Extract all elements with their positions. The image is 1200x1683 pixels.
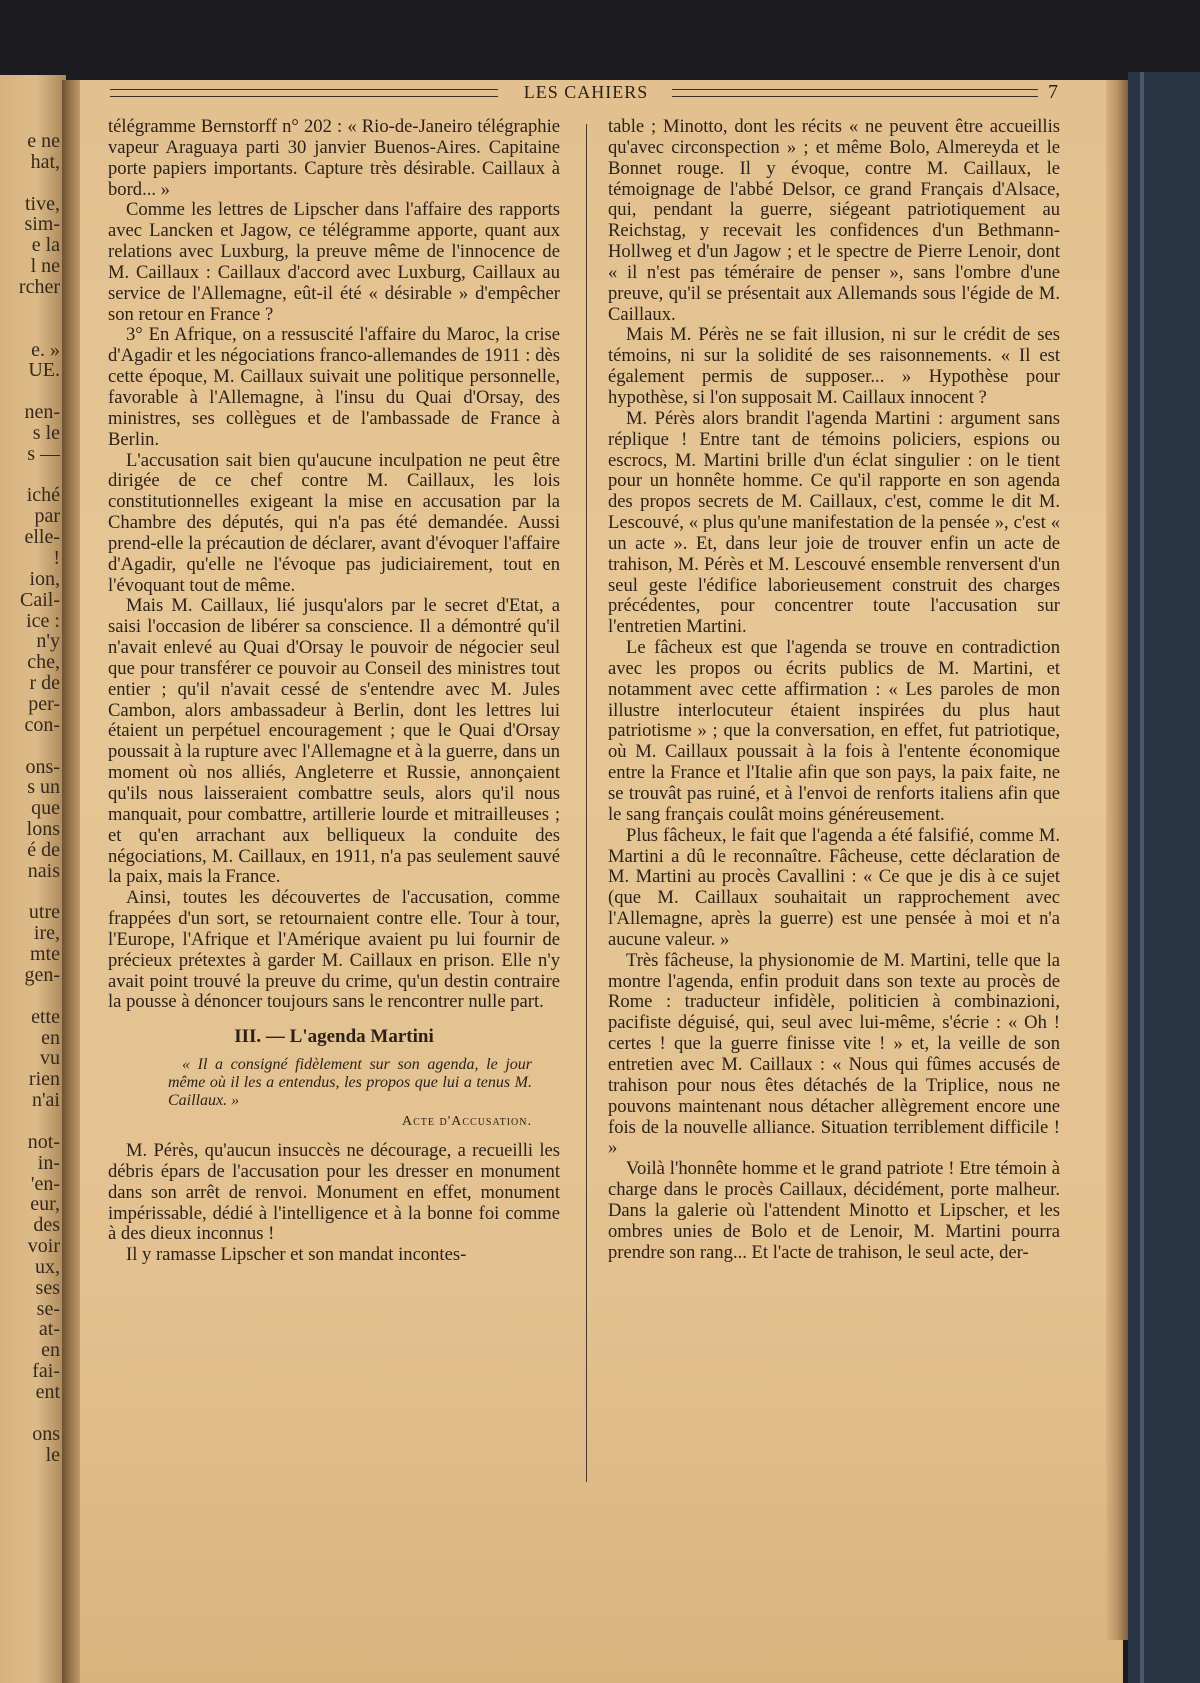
- paragraph: Le fâcheux est que l'agenda se trouve en contradiction avec les propos ou écrits publics de M. Martini, et notamment avec cette affirmation : « Les paroles de mon illustre interlocuteur étaient inspirées du plus haut patriotisme » ; que la conversation, en effet, fut patriotique, où M. Caillaux poussait à la fois à l'entente économique entre la France et l'Italie afin que son pays, la paix faite, ne se trouvât pas ruiné, et à l'envoi de renforts italiens afin que le sang français coulât moins généreusement.: [608, 637, 1060, 825]
- facing-page-text-fragment: tive,: [25, 192, 60, 215]
- book-cover-edge: [1128, 72, 1200, 1683]
- facing-page-text-fragment: s —: [27, 442, 60, 465]
- running-header: [100, 82, 1062, 106]
- page-number: 7: [1048, 81, 1058, 103]
- facing-page-text-fragment: in-: [37, 1151, 60, 1174]
- paragraph: Très fâcheuse, la physionomie de M. Martini, telle que la montre l'agenda, enfin produit dans son texte au procès de Rome : traducteur infidèle, politicien à combinazioni, pacifiste déguisé, qui, seul avec lui-même, s'écrie : « Oh ! certes ! que la guerre finisse vite ! » et, la veille de son entretien avec M. Caillaux : « Nous qui fûmes accusés de trahison pour nous êtes détachés de la Triplice, nous ne pouvons maintenant nous détacher allègrement encore une fois de la nouvelle alliance. Situation terriblement difficile ! »: [608, 949, 1060, 1159]
- facing-page-text-fragment: nen-: [24, 401, 60, 424]
- facing-page-text-fragment: le: [45, 1443, 60, 1466]
- paragraph: Mais M. Caillaux, lié jusqu'alors par le secret d'Etat, a saisi l'occasion de libérer sa conscience. Il a démontré qu'il n'avait enlevé au Quai d'Orsay le pouvoir de négocier seul que pour transférer ce pouvoir au Conseil des ministres tout entier ; qu'il n'avait cessé de s'entendre avec M. Jules Cambon, alors ambassadeur à Berlin, dont les lettres lui étaient un perpétuel encouragement ; que le Quai d'Orsay poussait à la rupture avec l'Allemagne et à la guerre, dans un moment où nos alliés, Angleterre et Russie, annonçaient qu'ils nous laisseraient combattre seuls, alors qu'il nous manquait, pour combattre, artillerie lourde et mitrailleuses ; et qu'en arrachant aux belliqueux la conduite des négociations, M. Caillaux, en 1911, n'a pas seulement sauvé la paix, mais la France.: [108, 595, 560, 888]
- facing-page-text-fragment: n'ai: [31, 1089, 60, 1112]
- header-rule-left: [110, 89, 498, 97]
- paragraph: Comme les lettres de Lipscher dans l'affaire des rapports avec Lancken et Jagow, ce télégramme apporte, quant aux relations avec Luxburg, la preuve même de l'innocence de M. Caillaux : Caillaux d'accord avec Luxburg, Caillaux au service de l'Allemagne, eût-il été « désirable » d'empêcher son retour en France ?: [108, 199, 560, 325]
- paragraph: L'accusation sait bien qu'aucune inculpation ne peut être dirigée de ce chef contre M. Caillaux, les lois constitutionnelles exigeant la mise en accusation par la Chambre des députés, qui n'a pas été demandée. Aussi prend-elle la précaution de déclarer, avant d'évoquer l'affaire d'Agadir, qu'elle ne l'évoque pas judiciairement, tout en l'évoquant tout de même.: [108, 449, 560, 596]
- facing-page-text-fragment: s un: [27, 776, 60, 799]
- facing-page-text-fragment: que: [31, 797, 60, 820]
- facing-page-text-fragment: des: [33, 1214, 60, 1237]
- facing-page-text-fragment: en: [41, 1339, 60, 1362]
- facing-page-text-fragment: l ne: [30, 255, 60, 278]
- facing-page-text-fragment: vu: [40, 1047, 60, 1070]
- facing-page-text-fragment: s le: [32, 421, 60, 444]
- facing-page-text-fragment: ice :: [26, 609, 60, 632]
- book-cover-rim: [1140, 72, 1144, 1683]
- facing-page-edge: [0, 75, 66, 1683]
- facing-page-text-fragment: che,: [27, 651, 60, 674]
- facing-page-text-fragment: ons-: [25, 755, 60, 778]
- facing-page-text-fragment: ons: [32, 1422, 60, 1445]
- facing-page-text-fragment: per-: [28, 692, 60, 715]
- paragraph: M. Pérès alors brandit l'agenda Martini : argument sans réplique ! Entre tant de témoins policiers, espions ou escrocs, M. Martini brille d'un éclat singulier : on le tient pour un honnête homme. Ce qu'il rapporte en son agenda des propos secrets de M. Caillaux, c'est, comme le dit M. Lescouvé, « plus qu'une manifestation de la pensée », c'est « un acte ». Et, dans leur joie de trouver enfin un acte de trahison, M. Pérès et M. Lescouvé ensemble renversent d'un seul geste l'édifice laborieusement construit des charges précédentes, pour concentrer toute l'accusation sur l'entretien Martini.: [608, 407, 1060, 638]
- facing-page-text-fragment: r de: [29, 672, 60, 695]
- running-head-title: LES CAHIERS: [523, 82, 649, 102]
- paragraph: Il y ramasse Lipscher et son mandat incontes-: [126, 1244, 467, 1266]
- facing-page-text-fragment: Cail-: [20, 588, 60, 611]
- facing-page-text-fragment: n'y: [36, 630, 60, 653]
- right-column: [608, 117, 1060, 1263]
- facing-page-text-fragment: ux,: [35, 1255, 60, 1278]
- facing-page-text-fragment: e ne: [27, 130, 60, 152]
- facing-page-text-fragment: gen-: [24, 964, 60, 986]
- facing-page-text-fragment: ette: [31, 1005, 60, 1028]
- paragraph: Mais M. Pérès ne se fait illusion, ni sur le crédit de ses témoins, ni sur la solidité de ses raisonnements. « Il est également permis de supposer... » Hypothèse pour hypothèse, si l'on supposait M. Caillaux innocent ?: [608, 324, 1060, 408]
- paragraph: Ainsi, toutes les découvertes de l'accusation, comme frappées d'un sort, se retournaient contre elle. Tour à tour, l'Europe, l'Afrique et l'Amérique avaient pu lui fournir de précieux prétextes à garder M. Caillaux en prison. Elle n'y avait point trouvé la preuve du crime, qu'un destin contraire la pousse à dénoncer toujours sans le rencontrer nulle part.: [108, 887, 560, 1013]
- facing-page-text-fragment: rien: [28, 1068, 60, 1091]
- header-rule-right: [672, 89, 1038, 97]
- facing-page-text-fragment: e la: [31, 234, 60, 257]
- facing-page-text-fragment: nais: [27, 859, 60, 882]
- paragraph: M. Pérès, qu'aucun insuccès ne décourage, a recueilli les débris épars de l'accusation pour les dresser en monument dans son arrêt de renvoi. Monument en effet, monument impérissable, dédié à l'intelligence et à la bonne foi comme à des dieux inconnus !: [108, 1139, 560, 1245]
- column-divider: [586, 124, 587, 1482]
- facing-page-text-fragment: ses: [35, 1276, 60, 1299]
- facing-page-text-fragment: par: [34, 505, 60, 528]
- facing-page-text-fragment: mte: [30, 943, 60, 966]
- facing-page-text-fragment: lons: [26, 818, 60, 841]
- facing-page-text-fragment: voir: [27, 1235, 60, 1258]
- facing-page-text-fragment: eur,: [30, 1193, 60, 1216]
- facing-page-text-fragment: not-: [27, 1130, 60, 1153]
- facing-page-text-fragment: ent: [35, 1381, 60, 1403]
- facing-page-text-fragment: con-: [24, 713, 60, 736]
- paragraph: table ; Minotto, dont les récits « ne peuvent être accueillis qu'avec circonspection » ; et même Bolo, Almereyda et le Bonnet rouge. Il y évoque, contre M. Caillaux, le témoignage de l'abbé Delsor, ce grand Français d'Alsace, qui, pendant la guerre, siégeant patriotiquement au Reichstag, y recevait les confidences d'un Bethmann-Hollweg et d'un Jagow ; et le spectre de Pierre Lenoir, dont « il n'est pas téméraire de penser », sans l'ombre d'une preuve, qu'il se présentait aux Allemands sous l'égide de M. Caillaux.: [608, 116, 1060, 325]
- facing-page-text-fragment: !: [53, 547, 60, 569]
- facing-page-text-fragment: iché: [26, 484, 60, 507]
- paragraph: Voilà l'honnête homme et le grand patriote ! Etre témoin à charge dans le procès Caillaux, décidément, porte malheur. Dans la galerie où l'attendent Minotto et Lipscher, et les ombres unies de Bolo et de Lenoir, M. Martini pourra prendre son rang... Et l'acte de trahison, le seul acte, der-: [608, 1158, 1060, 1263]
- epigraph-quote: « Il a consigné fidèlement sur son agenda, le jour même où il les a entendus, les propos que lui a tenus M. Caillaux. »: [168, 1056, 532, 1110]
- facing-page-text-fragment: ion,: [29, 567, 60, 590]
- epigraph-source: Acte d'Accusation.: [402, 1114, 532, 1130]
- facing-page-text-fragment: ire,: [33, 922, 60, 945]
- facing-page-text-fragment: hat,: [30, 150, 60, 173]
- facing-page-text-fragment: 'en-: [30, 1172, 60, 1195]
- facing-page-text-fragment: rcher: [18, 275, 60, 298]
- facing-page-text-fragment: en: [41, 1026, 60, 1049]
- facing-page-text-fragment: elle-: [24, 526, 60, 549]
- facing-page-text-fragment: fai-: [32, 1360, 60, 1383]
- facing-page-text-fragment: se-: [36, 1297, 60, 1320]
- facing-page-text-fragment: utre: [28, 901, 60, 924]
- left-column: [108, 117, 560, 1266]
- facing-page-text-fragment: UE.: [28, 359, 60, 382]
- paragraph: Plus fâcheux, le fait que l'agenda a été falsifié, comme M. Martini a dû le reconnaître. Fâcheuse, cette déclaration de M. Martini au procès Cavallini : « Ce que je dis à ce sujet (que M. Caillaux souhaitait un rapprochement avec l'Allemagne, après la guerre) est une pensée à moi et n'a aucune valeur. »: [608, 824, 1060, 950]
- paragraph: télégramme Bernstorff n° 202 : « Rio-de-Janeiro télégraphie vapeur Araguaya parti 30 janvier Buenos-Aires. Capitaine porte papiers importants. Capture très désirable. Caillaux à bord... »: [108, 116, 560, 200]
- facing-page-text-fragment: é de: [27, 838, 60, 861]
- section-heading: III. — L'agenda Martini: [234, 1026, 434, 1048]
- paragraph: 3° En Afrique, on a ressuscité l'affaire du Maroc, la crise d'Agadir et les négociations franco-allemandes de 1911 : dès cette époque, M. Caillaux suivait une politique personnelle, favorable à l'Allemagne, à l'insu du Quai d'Orsay, des ministres, ses collègues et de l'ambassade de France à Berlin.: [108, 324, 560, 450]
- facing-page-text-fragment: sim-: [24, 213, 60, 236]
- facing-page-text-fragment: e. »: [31, 338, 60, 361]
- facing-page-text-fragment: at-: [38, 1318, 60, 1341]
